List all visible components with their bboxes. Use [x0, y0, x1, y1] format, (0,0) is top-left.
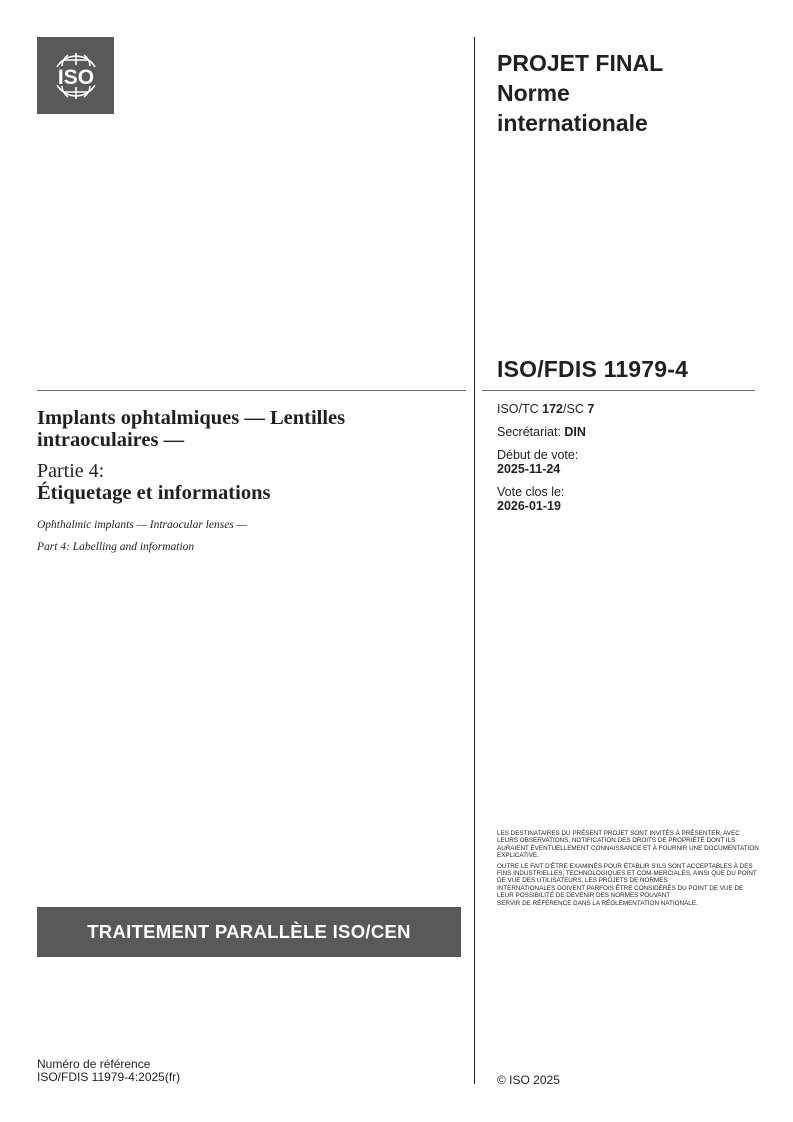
iso-logo [37, 37, 114, 114]
document-title-block [37, 407, 457, 558]
english-title-line2: Part 4: Labelling and information [37, 541, 195, 553]
document-type-line1: Norme [497, 80, 570, 106]
notice-paragraph-2-part2: INTERNATIONALES DOIVENT PARFOIS ÊTRE CONSIDÉRÉS DU POINT DE VUE DE LEUR POSSIBILITÉ DE DEVENIR DES NORMES POUVANT [497, 884, 744, 900]
document-number: ISO/FDIS 11979-4 [497, 356, 689, 382]
vote-start-label: Début de vote: [497, 448, 579, 462]
committee-sep: /SC [563, 402, 588, 416]
svg-text:ISO: ISO [57, 65, 94, 89]
part-label: Partie 4: [37, 460, 105, 482]
horizontal-rule-right [482, 390, 755, 391]
reference-number [37, 1058, 180, 1084]
vote-start-row [497, 448, 594, 476]
english-title [37, 514, 457, 558]
vote-end-row [497, 485, 594, 513]
reference-value: ISO/FDIS 11979-4:2025(fr) [37, 1070, 181, 1084]
committee-tc: 172 [542, 402, 564, 416]
secretariat-value: DIN [564, 425, 586, 439]
notice-paragraph-2-part1: OUTRE LE FAIT D'ÊTRE EXAMINÉS POUR ÉTABLIR S'ILS SONT ACCEPTABLES À DES FINS INDUSTRIELLES, TECHNOLOGIQUES ET COM-MERCIALES, AINSI QUE DU POINT DE VUE DES UTILISATEURS, LES PROJETS DE NORMES [497, 862, 757, 885]
secretariat-label: Secrétariat: [497, 425, 565, 439]
main-title-line2: intraoculaires — [37, 429, 185, 451]
part-title: Étiquetage et informations [37, 482, 271, 504]
recipients-notice [497, 830, 759, 907]
reference-label: Numéro de référence [37, 1057, 151, 1071]
main-title [37, 407, 457, 451]
vote-end-value: 2026-01-19 [497, 499, 561, 513]
banner-label: TRAITEMENT PARALLÈLE ISO/CEN [87, 921, 411, 942]
notice-paragraph-1: LES DESTINATAIRES DU PRÉSENT PROJET SONT INVITÉS À PRÉSENTER, AVEC LEURS OBSERVATIONS, NOTIFICATION DES DROITS DE PROPRIÉTÉ DONT ILS AURAIENT ÉVENTUELLEMENT CONNAISSANCE ET À FOURNIR UNE DOCUMENTATION EXPLICATIVE. [497, 830, 759, 860]
notice-paragraph-2 [497, 863, 759, 907]
committee-prefix: ISO/TC [497, 402, 543, 416]
english-title-line1: Ophthalmic implants — Intraocular lenses — [37, 519, 247, 531]
globe-icon [43, 43, 109, 109]
horizontal-rule-left [37, 390, 466, 391]
document-status: PROJET FINAL [497, 50, 664, 76]
document-type-line2: internationale [497, 110, 648, 136]
vertical-divider [474, 37, 475, 1084]
main-title-line1: Implants ophtalmiques — Lentilles [37, 407, 346, 429]
document-status-header [497, 48, 757, 138]
vote-end-label: Vote clos le: [497, 485, 565, 499]
document-metadata [497, 402, 594, 522]
committee-sc: 7 [587, 402, 595, 416]
vote-start-value: 2025-11-24 [497, 462, 561, 476]
notice-paragraph-2-part3: SERVIR DE RÉFÉRENCE DANS LA RÉGLEMENTATION NATIONALE. [497, 899, 698, 907]
secretariat-row [497, 425, 594, 439]
committee-row [497, 402, 594, 416]
copyright-notice: © ISO 2025 [497, 1073, 560, 1087]
parallel-processing-banner [37, 907, 461, 957]
